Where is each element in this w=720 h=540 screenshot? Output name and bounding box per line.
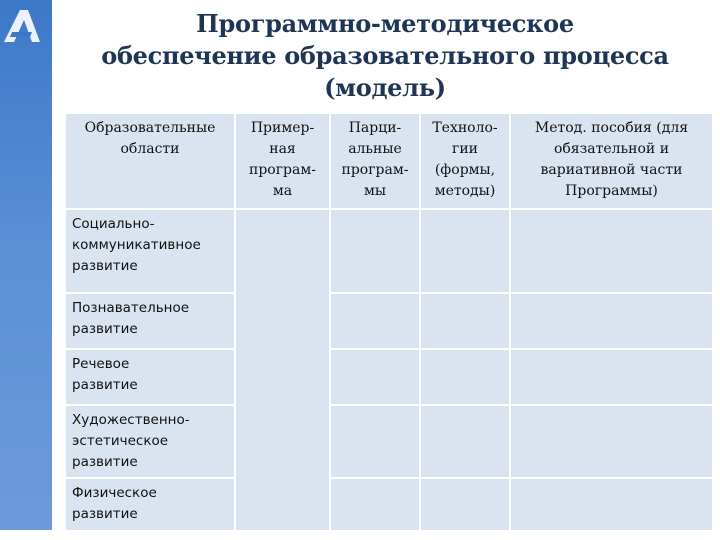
cell <box>330 349 420 405</box>
cell <box>510 293 713 349</box>
cell <box>510 478 713 532</box>
slide-title <box>70 8 700 104</box>
table-row <box>65 349 713 405</box>
cell <box>330 209 420 293</box>
area-social-communicative: Социально- коммуникативное развитие <box>65 209 235 293</box>
cell <box>420 293 510 349</box>
logo-icon <box>0 6 44 46</box>
header-areas: Образовательные области <box>65 113 235 209</box>
title-line-2: обеспечение образовательного процесса <box>101 41 669 70</box>
table-row <box>65 209 713 293</box>
cell <box>510 405 713 478</box>
sidebar-accent <box>0 0 52 540</box>
title-line-1: Программно-методическое <box>196 9 574 38</box>
table-header-row <box>65 113 713 209</box>
table-row <box>65 478 713 532</box>
area-speech: Речевое развитие <box>65 349 235 405</box>
header-partial-programs: Парци- альные програм- мы <box>330 113 420 209</box>
title-line-3: (модель) <box>324 73 446 102</box>
cell <box>420 478 510 532</box>
header-technologies: Техноло- гии (формы, методы) <box>420 113 510 209</box>
cell <box>330 478 420 532</box>
header-sample-program: Пример- ная програм- ма <box>235 113 330 209</box>
cell <box>420 349 510 405</box>
cell <box>510 349 713 405</box>
cell <box>510 209 713 293</box>
cell <box>420 405 510 478</box>
cell <box>330 293 420 349</box>
table-row <box>65 405 713 478</box>
table-row <box>65 293 713 349</box>
area-artistic-aesthetic: Художественно- эстетическое развитие <box>65 405 235 478</box>
cell <box>420 209 510 293</box>
cell-sample-program <box>235 209 330 532</box>
area-physical: Физическое развитие <box>65 478 235 532</box>
bottom-margin <box>0 530 720 540</box>
area-cognitive: Познавательное развитие <box>65 293 235 349</box>
cell <box>330 405 420 478</box>
methodology-table <box>64 112 712 530</box>
header-methodical-aids: Метод. пособия (для обязательной и вариативной части Программы) <box>510 113 713 209</box>
